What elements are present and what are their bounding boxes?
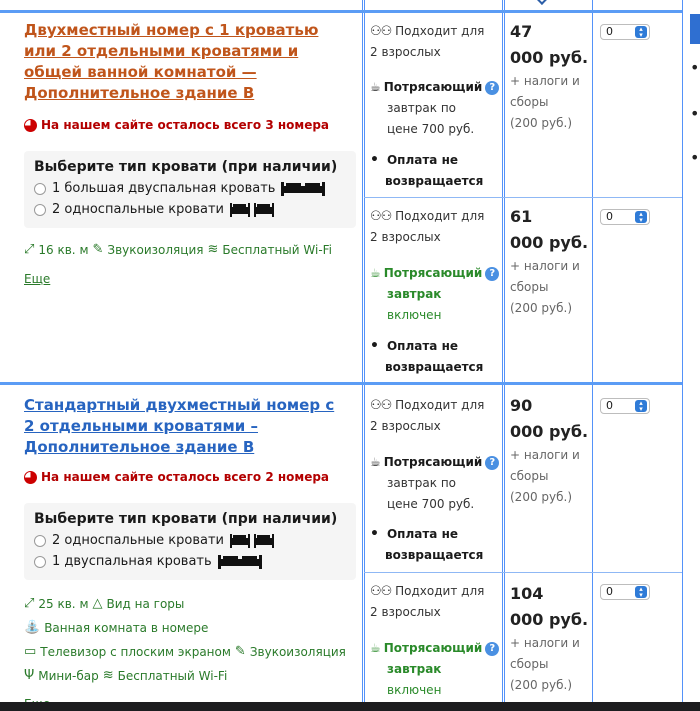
column-divider bbox=[362, 0, 363, 711]
scarcity-notice bbox=[24, 118, 329, 132]
column-divider bbox=[592, 0, 593, 711]
meal-info bbox=[370, 77, 505, 140]
coffee-cup-icon: ☕ bbox=[370, 266, 381, 280]
bed-type-heading: Выберите тип кровати (при наличии) bbox=[34, 159, 338, 175]
column-divider bbox=[682, 0, 683, 711]
meal-title: Потрясающий bbox=[383, 641, 483, 655]
price-amount: 104 bbox=[510, 584, 544, 603]
scarcity-text: На нашем сайте осталось всего 2 номера bbox=[41, 470, 330, 484]
bed-option-label: 1 большая двуспальная кровать bbox=[52, 181, 276, 196]
policy-text: Оплата не bbox=[386, 153, 458, 167]
meal-text: цене 700 руб. bbox=[387, 497, 475, 511]
more-link[interactable]: Еще bbox=[24, 272, 51, 286]
price-block bbox=[510, 581, 590, 696]
meal-title: Потрясающий bbox=[383, 455, 483, 469]
wifi-icon: ≋ bbox=[207, 242, 219, 257]
tax-text: + налоги и bbox=[510, 74, 580, 88]
room-quantity-select[interactable] bbox=[600, 398, 650, 414]
price-amount: 000 руб. bbox=[510, 610, 589, 629]
tax-text: (200 руб.) bbox=[510, 678, 573, 692]
column-divider bbox=[364, 0, 365, 711]
double-bed-icon bbox=[281, 182, 325, 196]
info-icon[interactable]: ? bbox=[485, 81, 499, 95]
meal-text: завтрак по bbox=[387, 476, 457, 490]
chevron-updown-icon: ▴ ▾ bbox=[635, 211, 647, 223]
tax-text: сборы bbox=[510, 469, 549, 483]
meal-text: завтрак по bbox=[387, 101, 457, 115]
tax-text: сборы bbox=[510, 95, 549, 109]
tax-text: + налоги и bbox=[510, 448, 580, 462]
chevron-updown-icon: ▴ ▾ bbox=[635, 586, 647, 598]
tax-text: (200 руб.) bbox=[510, 490, 573, 504]
meal-text: включен bbox=[387, 308, 442, 322]
occupancy-info bbox=[370, 581, 500, 623]
occupancy-text: 2 взрослых bbox=[370, 605, 441, 619]
info-icon[interactable]: ? bbox=[485, 267, 499, 281]
chevron-updown-icon: ▴ ▾ bbox=[635, 400, 647, 412]
occupancy-text: Подходит для bbox=[395, 584, 485, 598]
quantity-value: 0 bbox=[606, 399, 613, 412]
room-title-link[interactable]: Двухместный номер с 1 кроватью или 2 отдельными кроватями и общей ванной комнатой — Дополнительное здание B bbox=[24, 21, 319, 102]
two-persons-icon: ⚇⚇ bbox=[370, 209, 392, 224]
soundproof-icon: ✎ bbox=[234, 644, 246, 659]
list-bullet: • bbox=[690, 148, 700, 167]
minibar-icon: Ψ bbox=[24, 668, 35, 683]
two-persons-icon: ⚇⚇ bbox=[370, 398, 392, 413]
tax-text: (200 руб.) bbox=[510, 301, 573, 315]
policy-text: возвращается bbox=[385, 174, 484, 188]
meal-title: Потрясающий bbox=[383, 80, 483, 94]
room-facilities bbox=[24, 238, 332, 262]
price-block bbox=[510, 19, 590, 134]
facility-label: 16 кв. м bbox=[38, 243, 89, 257]
facility-label: 25 кв. м bbox=[38, 597, 89, 611]
row-divider bbox=[0, 382, 682, 385]
bed-type-heading: Выберите тип кровати (при наличии) bbox=[34, 511, 338, 527]
refund-policy: • Оплата не возвращается bbox=[370, 150, 483, 192]
occupancy-text: 2 взрослых bbox=[370, 45, 441, 59]
meal-text: завтрак bbox=[387, 287, 442, 301]
meal-info bbox=[370, 452, 505, 515]
meal-text: завтрак bbox=[387, 662, 442, 676]
policy-text: Оплата не bbox=[386, 339, 458, 353]
pie-clock-icon bbox=[24, 471, 37, 484]
occupancy-info bbox=[370, 206, 500, 248]
room-title-link[interactable]: Стандартный двухместный номер с 2 отдельными кроватями – Дополнительное здание B bbox=[24, 396, 335, 456]
policy-text: Оплата не bbox=[386, 527, 458, 541]
room-quantity-select[interactable] bbox=[600, 209, 650, 225]
twin-beds-icon bbox=[230, 203, 274, 217]
row-divider bbox=[364, 197, 682, 198]
room-quantity-select[interactable] bbox=[600, 24, 650, 40]
coffee-cup-icon: ☕ bbox=[370, 80, 381, 94]
bed-option[interactable] bbox=[34, 178, 346, 199]
room-quantity-select[interactable] bbox=[600, 584, 650, 600]
radio-button[interactable] bbox=[34, 183, 46, 195]
info-icon[interactable]: ? bbox=[485, 642, 499, 656]
room-size-icon: ⤢ bbox=[24, 242, 35, 257]
scarcity-notice bbox=[24, 470, 329, 484]
meal-info bbox=[370, 263, 505, 326]
room-facilities bbox=[24, 592, 346, 688]
soundproof-icon: ✎ bbox=[92, 242, 104, 257]
occupancy-text: 2 взрослых bbox=[370, 230, 441, 244]
radio-button[interactable] bbox=[34, 535, 46, 547]
price-amount: 000 руб. bbox=[510, 422, 589, 441]
occupancy-info bbox=[370, 395, 500, 437]
shower-icon: ⛲ bbox=[24, 620, 41, 635]
bed-option-label: 2 односпальные кровати bbox=[52, 533, 224, 548]
price-amount: 61 bbox=[510, 207, 533, 226]
facility-label: Бесплатный Wi-Fi bbox=[117, 669, 228, 683]
tax-text: (200 руб.) bbox=[510, 116, 573, 130]
wifi-icon: ≋ bbox=[102, 668, 114, 683]
info-icon[interactable]: ? bbox=[485, 456, 499, 470]
mountain-icon: △ bbox=[92, 596, 103, 611]
twin-beds-icon bbox=[230, 534, 274, 548]
bed-option[interactable] bbox=[34, 530, 346, 551]
radio-button[interactable] bbox=[34, 204, 46, 216]
bed-option[interactable] bbox=[34, 199, 346, 220]
policy-text: возвращается bbox=[385, 548, 484, 562]
price-amount: 000 руб. bbox=[510, 48, 589, 67]
sort-chevron-icon bbox=[537, 0, 552, 5]
chevron-updown-icon: ▴ ▾ bbox=[635, 26, 647, 38]
price-amount: 000 руб. bbox=[510, 233, 589, 252]
list-bullet: • bbox=[690, 58, 700, 77]
tax-text: + налоги и bbox=[510, 259, 580, 273]
scarcity-text: На нашем сайте осталось всего 3 номера bbox=[41, 118, 330, 132]
facility-label: Мини-бар bbox=[38, 669, 99, 683]
reserve-panel-edge[interactable] bbox=[690, 14, 700, 44]
bed-type-selector bbox=[24, 503, 356, 580]
window-bottom-edge bbox=[0, 702, 700, 711]
facility-label: Звукоизоляция bbox=[107, 243, 204, 257]
row-divider bbox=[364, 572, 682, 573]
two-persons-icon: ⚇⚇ bbox=[370, 584, 392, 599]
radio-button[interactable] bbox=[34, 556, 46, 568]
tax-text: сборы bbox=[510, 280, 549, 294]
two-persons-icon: ⚇⚇ bbox=[370, 24, 392, 39]
meal-title: Потрясающий bbox=[383, 266, 483, 280]
row-divider bbox=[0, 10, 682, 13]
meal-text: включен bbox=[387, 683, 442, 697]
price-amount: 90 bbox=[510, 396, 533, 415]
quantity-value: 0 bbox=[606, 210, 613, 223]
occupancy-text: Подходит для bbox=[395, 24, 485, 38]
facility-label: Ванная комната в номере bbox=[44, 621, 209, 635]
occupancy-info bbox=[370, 21, 500, 63]
tax-text: + налоги и bbox=[510, 636, 580, 650]
occupancy-text: 2 взрослых bbox=[370, 419, 441, 433]
bed-option-label: 1 двуспальная кровать bbox=[52, 554, 212, 569]
price-block bbox=[510, 393, 590, 508]
double-bed-icon bbox=[218, 555, 262, 569]
tv-icon: ▭ bbox=[24, 644, 37, 659]
policy-text: возвращается bbox=[385, 360, 484, 374]
meal-text: цене 700 руб. bbox=[387, 122, 475, 136]
room-size-icon: ⤢ bbox=[24, 596, 35, 611]
price-block bbox=[510, 204, 590, 319]
quantity-value: 0 bbox=[606, 585, 613, 598]
refund-policy: • Оплата не возвращается bbox=[370, 336, 483, 378]
coffee-cup-icon: ☕ bbox=[370, 641, 381, 655]
facility-label: Вид на горы bbox=[106, 597, 185, 611]
bed-type-selector bbox=[24, 151, 356, 228]
facility-label: Бесплатный Wi-Fi bbox=[222, 243, 333, 257]
price-amount: 47 bbox=[510, 22, 533, 41]
facility-label: Телевизор с плоским экраном bbox=[40, 645, 231, 659]
tax-text: сборы bbox=[510, 657, 549, 671]
quantity-value: 0 bbox=[606, 25, 613, 38]
bed-option-label: 2 односпальные кровати bbox=[52, 202, 224, 217]
occupancy-text: Подходит для bbox=[395, 209, 485, 223]
coffee-cup-icon: ☕ bbox=[370, 455, 381, 469]
list-bullet: • bbox=[690, 104, 700, 123]
refund-policy: • Оплата не возвращается bbox=[370, 524, 483, 566]
occupancy-text: Подходит для bbox=[395, 398, 485, 412]
bed-option[interactable] bbox=[34, 551, 346, 572]
pie-clock-icon bbox=[24, 119, 37, 132]
facility-label: Звукоизоляция bbox=[249, 645, 346, 659]
meal-info bbox=[370, 638, 505, 701]
